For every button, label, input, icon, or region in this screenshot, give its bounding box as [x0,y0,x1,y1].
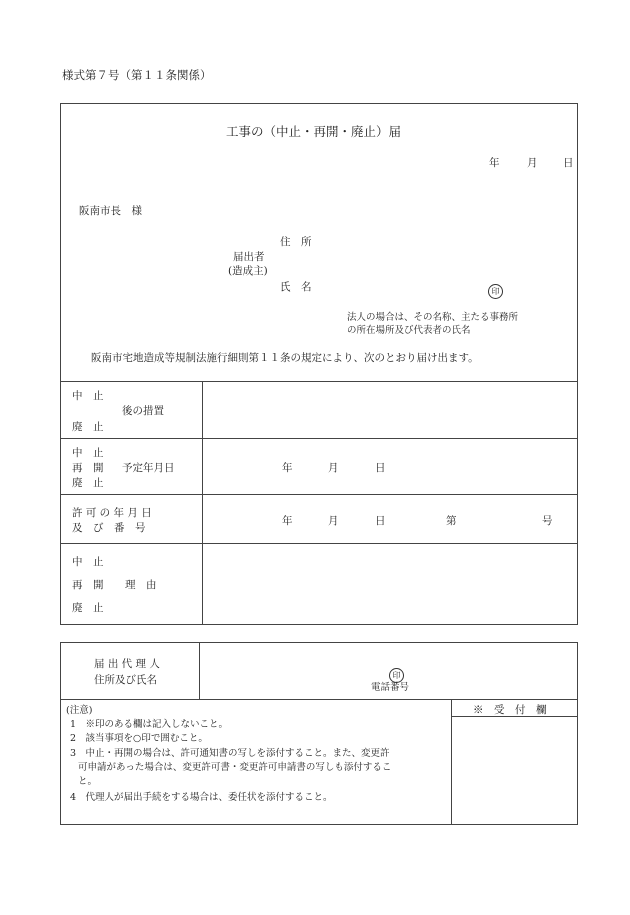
column-divider [202,381,203,625]
seal-icon: 印 [488,284,503,299]
date-year-label: 年 [489,157,500,169]
row-divider [60,381,578,382]
reason-label-1: 中 止 [72,556,104,568]
seal-mark [488,279,503,299]
measures-label-2: 後の措置 [122,405,164,417]
corp-note-line2: の所在場所及び代表者の氏名 [347,325,471,336]
note-4: 4 代理人が届出手続をする場合は、委任状を添付すること。 [70,792,333,803]
row-divider [60,438,578,439]
reason-label-3: 廃 止 [72,602,104,614]
row-divider [60,494,578,495]
measures-label-1: 中 止 [72,390,104,402]
reason-label-2b: 理 由 [125,579,157,591]
note-1: 1 ※印のある欄は記入しないこと。 [70,719,229,730]
agent-label-1: 届 出 代 理 人 [94,658,160,670]
agent-phone-label: 電話番号 [371,682,410,693]
seal-icon: 印 [389,668,404,683]
permit-no-label: 第 [446,515,457,527]
applicant-role-sub-label: (造成主) [228,265,268,277]
applicant-role-label: 届出者 [233,251,265,263]
permit-label-2: 及 び 番 号 [72,522,146,534]
form-title: 工事の（中止・再開・廃止）届 [226,124,402,139]
addressee: 阪南市長 様 [79,205,142,217]
note-3-line1: 3 中止・再開の場合は、許可通知書の写しを添付すること。また、変更許 [70,748,390,759]
permit-label-1: 許 可 の 年 月 日 [72,507,152,519]
receipt-column-divider [451,699,452,825]
agent-column-divider [199,642,200,699]
applicant-address-label: 住 所 [280,236,312,248]
schedule-month-label: 月 [328,462,339,474]
statement: 阪南市宅地造成等規制法施行細則第１１条の規定により、次のとおり届け出ます。 [91,352,479,364]
receipt-label: ※ 受 付 欄 [473,704,547,716]
schedule-label-3: 廃 止 [72,477,104,489]
applicant-name-label: 氏 名 [280,281,312,293]
row-divider [60,543,578,544]
agent-label-2: 住所及び氏名 [94,674,157,686]
note-3-line2: 可申請があった場合は、変更許可書・変更許可申請書の写しも添付するこ [78,762,392,773]
permit-month-label: 月 [328,515,339,527]
schedule-label-1: 中 止 [72,447,104,459]
agent-divider [60,699,578,700]
notes-heading: (注意) [66,705,93,716]
schedule-label-2: 再 開 [72,462,104,474]
date-month-label: 月 [527,157,538,169]
note-3-line3: と。 [78,776,98,787]
schedule-day-label: 日 [375,462,386,474]
form-number: 様式第７号（第１１条関係） [62,68,212,82]
note-2: 2 該当事項を○印で囲むこと。 [70,733,208,744]
date-day-label: 日 [563,157,574,169]
corp-note-line1: 法人の場合は、その名称、主たる事務所 [347,312,519,323]
permit-number-suffix: 号 [542,515,553,527]
permit-year-label: 年 [282,515,293,527]
reason-label-2: 再 開 [72,579,104,591]
schedule-year-label: 年 [282,462,293,474]
schedule-label-2b: 予定年月日 [122,462,175,474]
permit-day-label: 日 [375,515,386,527]
measures-label-3: 廃 止 [72,421,104,433]
